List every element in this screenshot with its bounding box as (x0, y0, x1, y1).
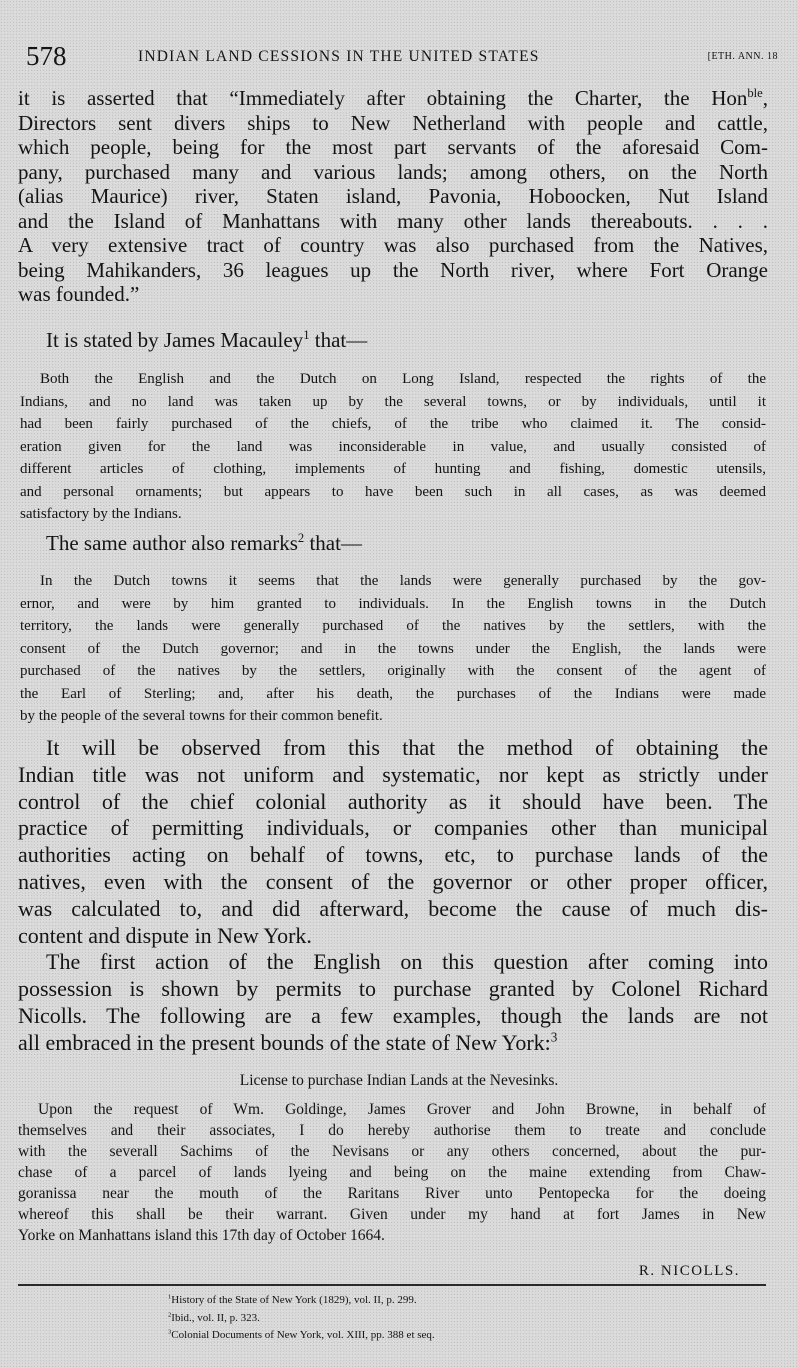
text-line: which people, being for the most part servants of the aforesaid Com- (18, 135, 768, 159)
text-line: the Earl of Sterling; and, after his death, the purchases of the Indians were made (20, 685, 766, 702)
text-line: The first action of the English on this question after coming into (46, 949, 768, 975)
text-line: it is asserted that “Immediately after obtaining the Charter, the Hon$^{ble}$, (18, 86, 768, 110)
text-line: with the severall Sachims of the Nevisans or any others concerned, about the pur- (18, 1143, 766, 1160)
text-line: all embraced in the present bounds of the state of New York:$^3$ (18, 1029, 558, 1055)
superscript: ble (747, 86, 763, 100)
text-line: consent of the Dutch governor; and in the towns under the English, the lands were (20, 640, 766, 657)
text-line: Indians, and no land was taken up by the several towns, or by individuals, until it (20, 393, 766, 410)
text-line: Indian title was not uniform and systematic, nor kept as strictly under (18, 761, 768, 787)
text-line: territory, the lands were generally purchased of the natives by the settlers, with the (20, 618, 766, 634)
text-line: themselves and their associates, I do hereby authorise them to treate and conclude (18, 1122, 766, 1139)
text-line: eration given for the land was inconsiderable in value, and usually consisted of (20, 438, 766, 455)
text-line: A very extensive tract of country was also purchased from the Natives, (18, 233, 768, 257)
text-line: and the Island of Manhattans with many other lands thereabouts. . . . (18, 208, 768, 233)
text-line: different articles of clothing, implements of hunting and fishing, domestic utensils, (20, 461, 766, 477)
text-line: by the people of the several towns for their common benefit. (20, 708, 383, 724)
text-line: satisfactory by the Indians. (20, 506, 182, 522)
footnote: $^2$Ibid., vol. II, p. 323. (168, 1310, 260, 1324)
text-line: content and dispute in New York. (18, 922, 312, 948)
paragraph-dutch-charter (18, 86, 768, 307)
footnote-ref: 1 (303, 328, 310, 342)
text-line: (alias Maurice) river, Staten island, Pavonia, Hoboocken, Nut Island (18, 184, 768, 208)
running-title: INDIAN LAND CESSIONS IN THE UNITED STATES (138, 48, 540, 65)
block-quote-long-island (20, 368, 766, 526)
block-quote-dutch-towns (20, 570, 766, 728)
text-line: and personal ornaments; but appears to have been such in all cases, as was deemed (20, 483, 766, 500)
text-line: In the Dutch towns it seems that the lands were generally purchased by the gov- (40, 573, 766, 589)
lead-in-macauley: It is stated by James Macauley$^1$ that— (46, 328, 368, 352)
footnote: $^1$History of the State of New York (1829), vol. II, p. 299. (168, 1293, 417, 1306)
text-line: purchased of the natives by the settlers, originally with the consent of the agent of (20, 663, 766, 679)
footnote-divider (18, 1284, 766, 1286)
text-line: Both the English and the Dutch on Long Island, respected the rights of the (40, 371, 766, 387)
text-line: Yorke on Manhattans island this 17th day of October 1664. (18, 1227, 385, 1244)
text-line: chase of a parcel of lands lyeing and being on the maine extending from Chaw- (18, 1164, 766, 1181)
page-header (26, 38, 778, 74)
text-line: possession is shown by permits to purchase granted by Colonel Richard (18, 976, 768, 1002)
text-line: Upon the request of Wm. Goldinge, James Grover and John Browne, in behalf of (38, 1101, 766, 1118)
text-line: Directors sent divers ships to New Netherland with people and cattle, (18, 110, 768, 135)
text-line: was calculated to, and did afterward, become the cause of much dis- (18, 895, 768, 921)
text-line: authorities acting on behalf of towns, etc, to purchase lands of the (18, 842, 768, 868)
license-text (18, 1099, 766, 1246)
text-line: ernor, and were by him granted to individuals. In the English towns in the Dutch (20, 595, 766, 612)
text-line: control of the chief colonial authority as it should have been. The (18, 788, 768, 814)
text-line: being Mahikanders, 36 leagues up the North river, where Fort Orange (18, 257, 768, 282)
text-line: It will be observed from this that the method of obtaining the (46, 735, 768, 760)
paragraph-observation (18, 735, 768, 1057)
running-reference: [ETH. ANN. 18 (707, 51, 778, 62)
text-line: whereof this shall be their warrant. Given under my hand at fort James in New (18, 1206, 766, 1223)
text-line: practice of permitting individuals, or companies other than municipal (18, 815, 768, 841)
text-line: goranissa near the mouth of the Raritans River unto Pentopecka for the doeing (18, 1185, 766, 1202)
footnote-ref: 3 (550, 1029, 558, 1045)
footnote: $^3$Colonial Documents of New York, vol. XIII, pp. 388 et seq. (168, 1328, 435, 1341)
license-title: License to purchase Indian Lands at the Nevesinks. (239, 1072, 559, 1089)
footnotes (168, 1292, 628, 1345)
text-line: Nicolls. The following are a few examples, though the lands are not (18, 1002, 768, 1028)
footnote-ref: 2 (297, 531, 305, 545)
text-line: natives, even with the consent of the governor or other proper officer, (18, 868, 768, 894)
signature: R. NICOLLS. (638, 1263, 740, 1279)
page-number: 578 (26, 41, 67, 71)
text-line: had been fairly purchased of the chiefs, of the tribe who claimed it. The consid- (20, 416, 766, 432)
text-line: pany, purchased many and various lands; among others, on the North (18, 159, 768, 184)
lead-in-same-author: The same author also remarks$^2$ that— (46, 531, 362, 555)
text-line: was founded.” (18, 282, 140, 306)
